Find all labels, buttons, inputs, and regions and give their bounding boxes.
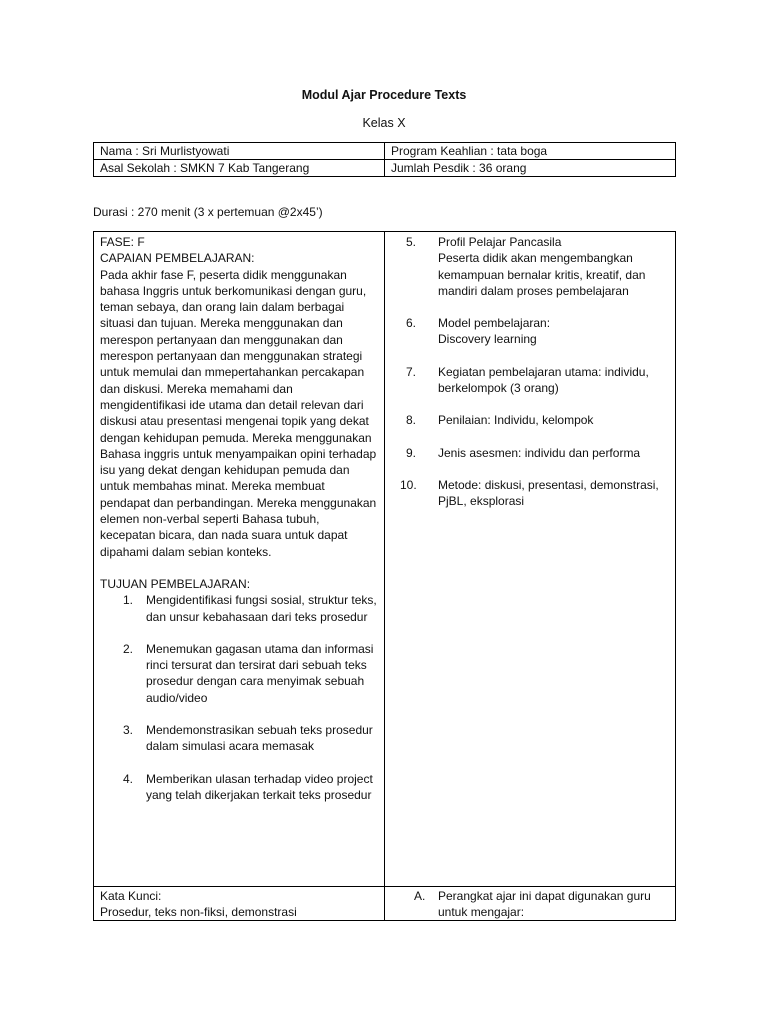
tools-marker: A.: [414, 889, 426, 903]
column-divider: [384, 232, 385, 920]
table-row: [94, 143, 676, 160]
list-item: 10. Metode: diskusi, presentasi, demonstrasi, PjBL, eksplorasi: [400, 477, 659, 509]
list-item: 3. Mendemonstrasikan sebuah teks prosedur dalam simulasi acara memasak: [123, 723, 373, 754]
list-item: 4. Memberikan ulasan terhadap video project yang telah dikerjakan terkait teks prosedur: [123, 771, 373, 802]
right-column: [392, 234, 672, 526]
students-count-cell: Jumlah Pesdik : 36 orang: [385, 160, 676, 177]
table-row: [94, 160, 676, 177]
list-item: 8. Penilaian: Individu, kelompok: [406, 413, 594, 428]
program-cell: Program Keahlian : tata boga: [385, 143, 676, 160]
info-table: [93, 142, 676, 177]
list-item: 7. Kegiatan pembelajaran utama: individu, berkelompok (3 orang): [406, 364, 649, 396]
tujuan-heading: TUJUAN PEMBELAJARAN:: [100, 576, 251, 591]
module-table: [93, 231, 676, 921]
list-item: 2. Menemukan gagasan utama dan informasi rinci tersurat dan tersirat dari sebuah teks prosedur dengan cara menyimak sebuah audio/video: [123, 641, 374, 705]
class-label: Kelas X: [362, 116, 406, 130]
row-divider: [94, 886, 675, 887]
document-title: Modul Ajar Procedure Texts: [301, 88, 467, 102]
tools-cell: [392, 888, 672, 921]
duration-text: Durasi : 270 menit (3 x pertemuan @2x45’): [93, 205, 323, 219]
list-item: 9. Jenis asesmen: individu dan performa: [406, 445, 641, 460]
details-list: [392, 234, 672, 510]
left-column: [100, 234, 378, 803]
school-cell: Asal Sekolah : SMKN 7 Kab Tangerang: [94, 160, 385, 177]
keywords-text: Prosedur, teks non-fiksi, demonstrasi: [100, 905, 297, 920]
teacher-name-cell: Nama : Sri Murlistyowati: [94, 143, 385, 160]
keywords-label: Kata Kunci:: [100, 889, 162, 903]
tujuan-list: [100, 592, 378, 803]
list-item: 6. Model pembelajaran: Discovery learning: [406, 316, 551, 347]
keywords-cell: [100, 888, 378, 921]
capaian-heading: CAPAIAN PEMBELAJARAN:: [100, 251, 255, 266]
tools-text: Perangkat ajar ini dapat digunakan guru untuk mengajar:: [438, 889, 651, 920]
capaian-text: Pada akhir fase F, peserta didik menggunakan bahasa Inggris untuk berkomunikasi dengan guru, teman sebaya, dan orang lain dalam berbagai situasi dan tujuan. Mereka menggunakan dan merespon pertanyaan dan menggunakan dan merespon pertanyaan dan menggunakan strategi untuk memulai dan mmepertahankan percakapan dan diskusi. Mereka memahami dan mengidentifikasi ide utama dan detail relevan dari diskusi atau presentasi mengenai topik yang dekat dengan kehidupan pemuda. Mereka menggunakan Bahasa inggris untuk menyampaikan opini terhadap isu yang dekat dengan kehidupan pemuda dan untuk membahas minat. Mereka membuat pendapat dan perbandingan. Mereka menggunakan elemen non-verbal seperti Bahasa tubuh, kecepatan bicara, dan nada suara untuk dapat dipahami dalam sebian konteks.: [100, 267, 377, 559]
list-item: 1. Mengidentifikasi fungsi sosial, struktur teks, dan unsur kebahasaan dari teks prosedur: [123, 593, 377, 624]
list-item: 5. Profil Pelajar Pancasila Peserta didik akan mengembangkan kemampuan bernalar kritis, kreatif, dan mandiri dalam proses pembelajaran: [406, 235, 646, 298]
phase-label: FASE: F: [100, 235, 145, 249]
